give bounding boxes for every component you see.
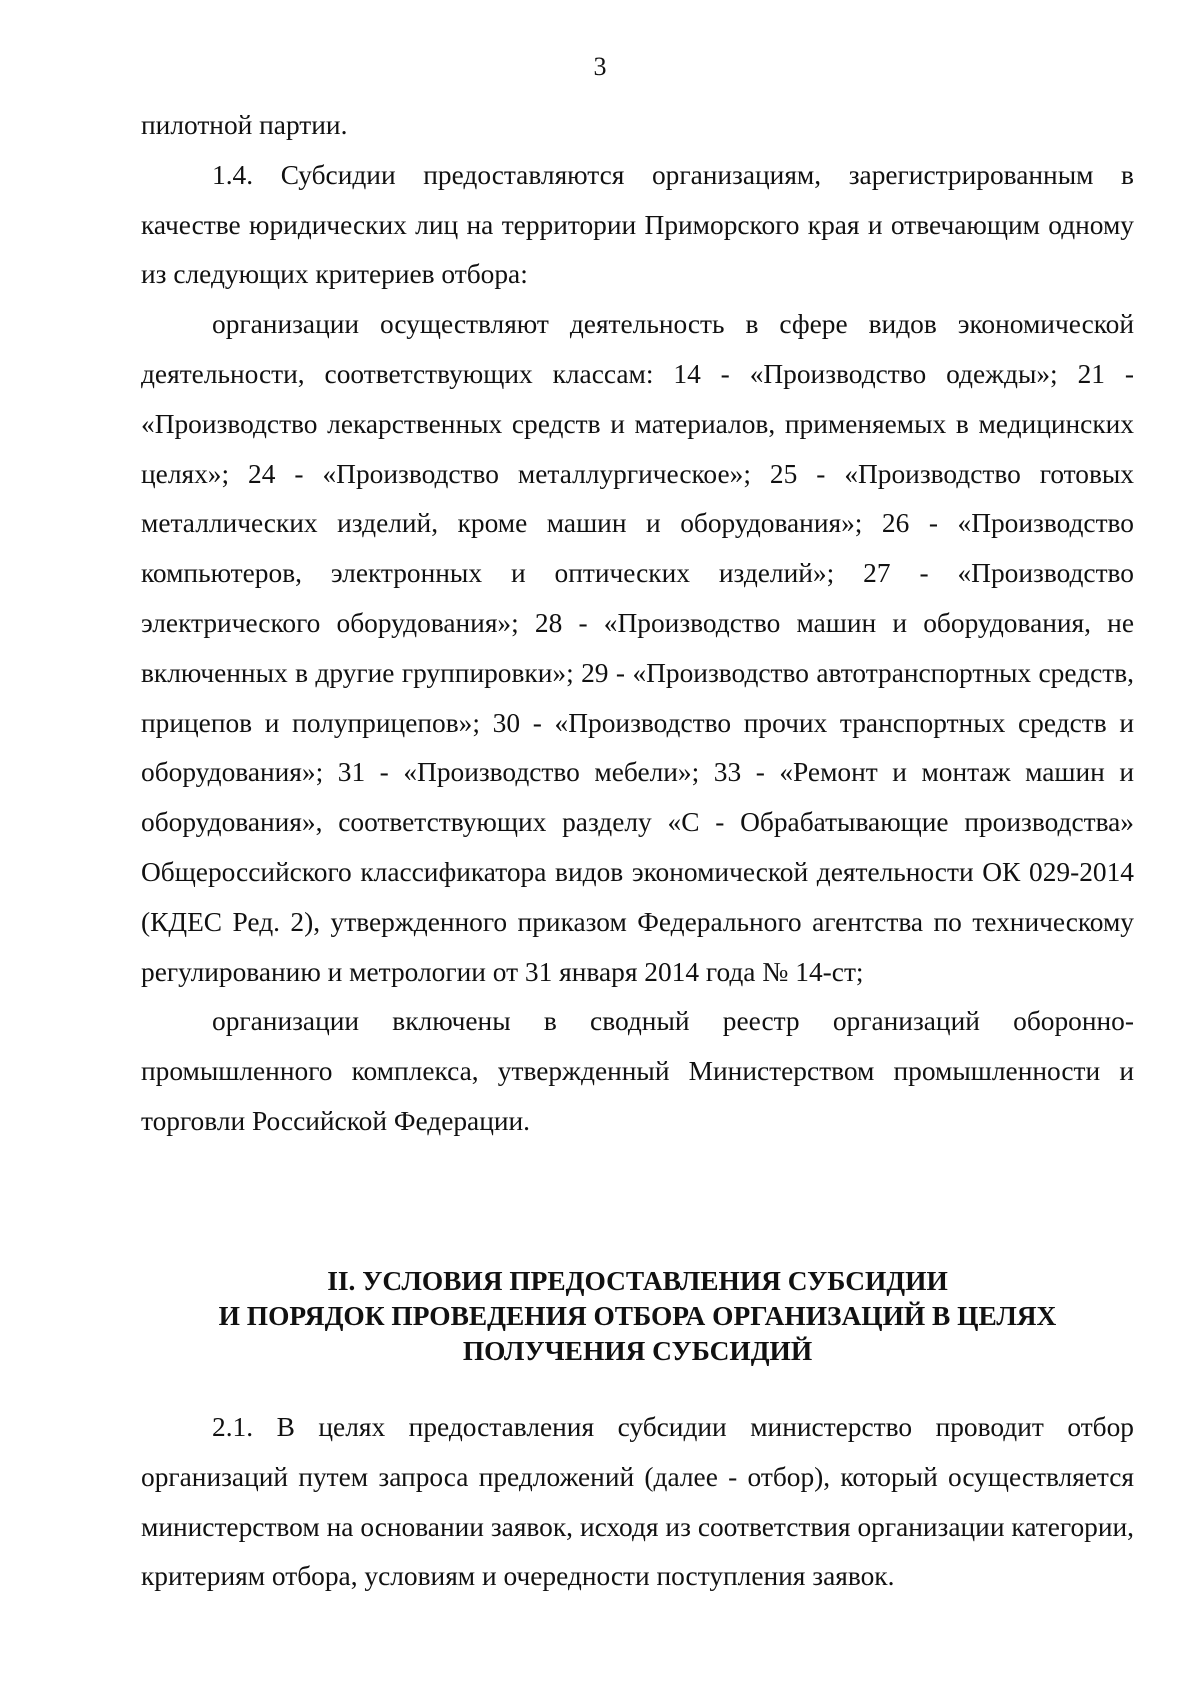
section-heading-line: ПОЛУЧЕНИЯ СУБСИДИЙ — [462, 1336, 813, 1366]
paragraph-criteria-okved: организации осуществляют деятельность в сфере видов экономической деятельности, соответствующих классам: 14 - «Производство одежды»; 21 - «Производство лекарственных средств и материалов, применяемых в медицинских целях»; 24 - «Производство металлургическое»; 25 - «Производство готовых металлических изделий, кроме машин и оборудования»; 26 - «Производство компьютеров, электронных и оптических изделий»; 27 - «Производство электрического оборудования»; 28 - «Производство машин и оборудования, не включенных в другие группировки»; 29 - «Производство автотранспортных средств, прицепов и полуприцепов»; 30 - «Производство прочих транспортных средств и оборудования»; 31 - «Производство мебели»; 33 - «Ремонт и монтаж машин и оборудования», соответствующих разделу «С - Обрабатывающие производства» Общероссийского классификатора видов экономической деятельности ОК 029-2014 (КДЕС Ред. 2), утвержденного приказом Федерального агентства по техническому регулированию и метрологии от 31 января 2014 года № 14-ст; — [141, 309, 1134, 987]
body-text-upper — [141, 101, 1134, 1147]
body-text-lower — [141, 1403, 1134, 1602]
paragraph-criteria-registry: организации включены в сводный реестр организаций оборонно-промышленного комплекса, утвержденный Министерством промышленности и торговли Российской Федерации. — [141, 1006, 1134, 1136]
paragraph-continuation: пилотной партии. — [141, 110, 348, 140]
paragraph-2-1: 2.1. В целях предоставления субсидии министерство проводит отбор организаций путем запроса предложений (далее - отбор), который осуществляется министерством на основании заявок, исходя из соответствия организации категории, критериям отбора, условиям и очередности поступления заявок. — [141, 1412, 1134, 1592]
section-heading-line: II. УСЛОВИЯ ПРЕДОСТАВЛЕНИЯ СУБСИДИИ — [327, 1266, 948, 1296]
section-heading-line: И ПОРЯДОК ПРОВЕДЕНИЯ ОТБОРА ОРГАНИЗАЦИЙ В ЦЕЛЯХ — [218, 1301, 1057, 1331]
page-number: 3 — [593, 52, 607, 81]
section-heading — [141, 1264, 1134, 1369]
paragraph-1-4: 1.4. Субсидии предоставляются организациям, зарегистрированным в качестве юридических лиц на территории Приморского края и отвечающим одному из следующих критериев отбора: — [141, 159, 1134, 290]
